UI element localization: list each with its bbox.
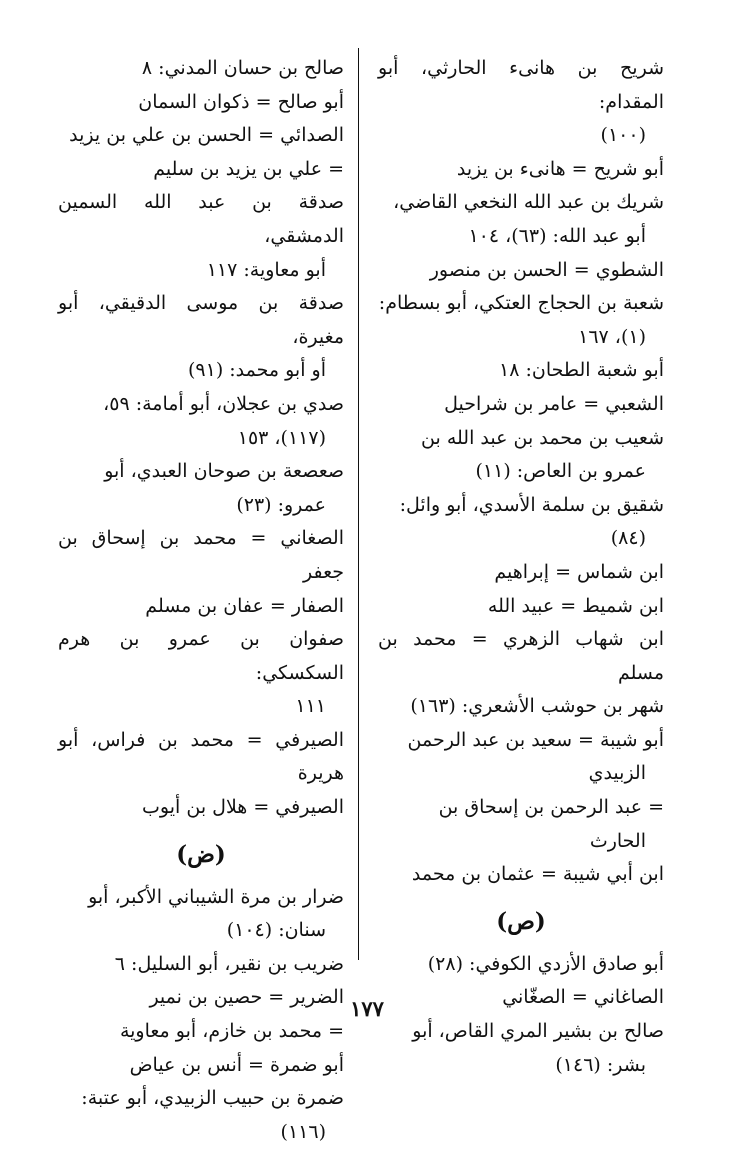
entry-text: ابن شهاب الزهري = محمد بن مسلم <box>378 628 664 684</box>
left-entries-top <box>58 52 344 825</box>
entry-continuation: (١١٧)، ١٥٣ <box>237 426 326 449</box>
entry-continuation: (٨٤) <box>610 527 646 550</box>
index-entry <box>58 287 344 388</box>
index-entry <box>58 1049 344 1083</box>
entry-text: أبو شريح = هانىء بن يزيد <box>456 157 664 180</box>
entry-text: شريك بن عبد الله النخعي القاضي، <box>393 191 664 214</box>
index-entry <box>378 489 664 556</box>
index-entry <box>378 422 664 489</box>
right-column <box>378 52 664 1082</box>
index-entry <box>378 153 664 187</box>
index-entry <box>378 52 664 153</box>
entry-text: الصاغاني = الصغّاني <box>502 986 664 1009</box>
entry-text: = علي بن يزيد بن سليم <box>153 157 344 180</box>
entry-text: ضريب بن نقير، أبو السليل: ٦ <box>114 952 344 975</box>
section-heading-dad: (ض) <box>176 840 226 868</box>
entry-continuation: عمرو بن العاص: (١١) <box>475 460 646 483</box>
entry-text: أبو شيبة = سعيد بن عبد الرحمن <box>407 728 664 751</box>
entry-text: ضمرة بن حبيب الزبيدي، أبو عتبة: <box>81 1087 344 1110</box>
entry-text: الصدائي = الحسن بن علي بن يزيد <box>69 124 344 147</box>
index-entry <box>58 455 344 522</box>
entry-text: شعيب بن محمد بن عبد الله بن <box>421 426 664 449</box>
entry-continuation: بشر: (١٤٦) <box>555 1053 646 1076</box>
index-entry <box>58 948 344 982</box>
entry-continuation: أو أبو محمد: (٩١) <box>187 359 326 382</box>
entry-text: = محمد بن خازم، أبو معاوية <box>119 1020 344 1043</box>
entry-text: صالح بن بشير المري القاص، أبو <box>412 1020 664 1043</box>
entry-text: صدي بن عجلان، أبو أمامة: ٥٩، <box>103 392 344 415</box>
index-entry <box>58 522 344 589</box>
index-entry <box>58 791 344 825</box>
entry-text: الضرير = حصين بن نمير <box>149 986 344 1009</box>
entry-text: أبو ضمرة = أنس بن عياض <box>129 1053 344 1076</box>
entry-continuation: (١٠٠) <box>600 124 646 147</box>
entry-continuation: سنان: (١٠٤) <box>226 919 326 942</box>
index-entry <box>58 724 344 791</box>
entry-text: الصغاني = محمد بن إسحاق بن جعفر <box>58 527 344 583</box>
index-entry <box>58 623 344 724</box>
entry-text: أبو صادق الأزدي الكوفي: (٢٨) <box>427 952 664 975</box>
right-entries-top <box>378 52 664 892</box>
index-entry <box>378 287 664 354</box>
index-entry <box>378 623 664 690</box>
index-entry <box>58 881 344 948</box>
index-entry <box>58 1082 344 1149</box>
index-entry <box>378 590 664 624</box>
entry-text: صدقة بن عبد الله السمين الدمشقي، <box>58 191 344 247</box>
index-entry <box>378 556 664 590</box>
entry-text: الصيرفي = هلال بن أيوب <box>142 796 344 819</box>
index-entry <box>58 86 344 120</box>
entry-continuation: (١١٦) <box>280 1120 326 1143</box>
index-entry <box>378 690 664 724</box>
entry-text: الصفار = عفان بن مسلم <box>145 594 344 617</box>
entry-text: شعبة بن الحجاج العتكي، أبو بسطام: <box>378 292 664 315</box>
index-entry <box>58 186 344 287</box>
index-entry <box>378 186 664 253</box>
entry-text: صالح بن حسان المدني: ٨ <box>141 57 344 79</box>
entry-text: شريح بن هانىء الحارثي، أبو المقدام: <box>378 57 664 113</box>
entry-text: صفوان بن عمرو بن هرم السكسكي: <box>58 628 344 684</box>
page-number: ١٧٧ <box>350 996 384 1021</box>
index-entry <box>378 724 664 791</box>
index-entry <box>378 791 664 858</box>
entry-text: = عبد الرحمن بن إسحاق بن <box>438 796 664 819</box>
left-column <box>58 52 344 1149</box>
entry-text: الشطوي = الحسن بن منصور <box>429 258 664 281</box>
entry-continuation: ١١١ <box>295 695 326 718</box>
index-entry <box>58 153 344 187</box>
entry-text: ابن شماس = إبراهيم <box>494 560 664 583</box>
entry-text: أبو صالح = ذكوان السمان <box>138 90 344 113</box>
entry-text: ضرار بن مرة الشيباني الأكبر، أبو <box>88 885 344 908</box>
index-entry <box>378 388 664 422</box>
entry-continuation: الزبيدي <box>588 762 646 785</box>
index-entry <box>58 119 344 153</box>
entry-text: الصيرفي = محمد بن فراس، أبو هريرة <box>58 728 344 785</box>
index-entry <box>378 354 664 388</box>
index-entry <box>378 858 664 892</box>
index-entry <box>378 948 664 982</box>
column-divider <box>358 48 359 960</box>
index-entry <box>58 388 344 455</box>
entry-continuation: (١)، ١٦٧ <box>578 325 646 348</box>
entry-text: ابن أبي شيبة = عثمان بن محمد <box>411 863 664 886</box>
index-entry <box>58 52 344 86</box>
entry-text: شقيق بن سلمة الأسدي، أبو وائل: <box>399 493 664 516</box>
index-entry <box>378 1015 664 1082</box>
entry-continuation: عمرو: (٢٣) <box>236 493 326 516</box>
entry-continuation: الحارث <box>589 829 646 852</box>
entry-text: ابن شميط = عبيد الله <box>487 594 664 617</box>
entry-continuation: أبو عبد الله: (٦٣)، ١٠٤ <box>468 224 646 247</box>
section-heading-sad: (ص) <box>496 907 546 935</box>
entry-continuation: أبو معاوية: ١١٧ <box>206 258 326 281</box>
entry-text: الشعبي = عامر بن شراحيل <box>444 392 664 415</box>
entry-text: شهر بن حوشب الأشعري: (١٦٣) <box>410 695 664 718</box>
entry-text: أبو شعبة الطحان: ١٨ <box>499 359 664 382</box>
entry-text: صدقة بن موسى الدقيقي، أبو مغيرة، <box>58 292 344 348</box>
index-entry <box>378 254 664 288</box>
entry-text: صعصعة بن صوحان العبدي، أبو <box>104 460 344 483</box>
index-entry <box>58 590 344 624</box>
